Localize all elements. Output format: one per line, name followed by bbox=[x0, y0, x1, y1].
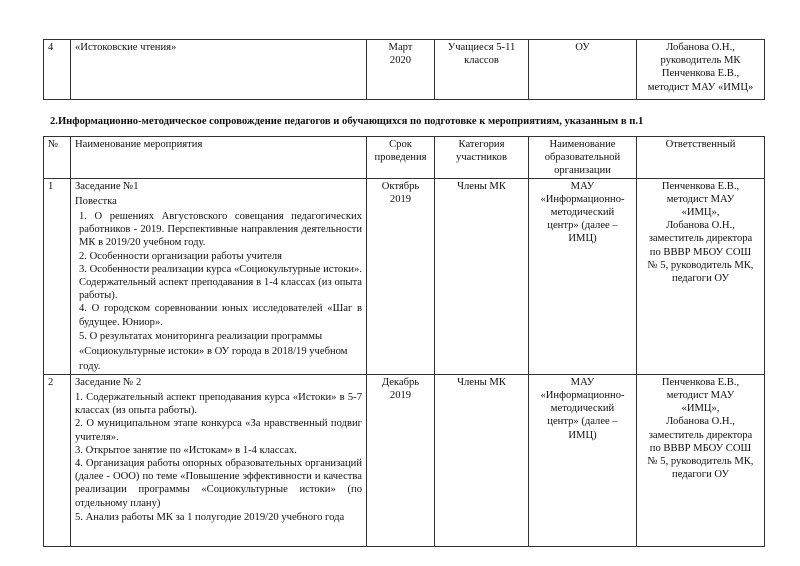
agenda-label: Повестка bbox=[75, 195, 117, 207]
responsible-line: Пенченкова Е.В., bbox=[661, 376, 740, 388]
responsible-line: методист МАУ bbox=[666, 193, 735, 205]
agenda-item: 2. О муниципальном этапе конкурса «За нравственный подвиг учителя». bbox=[75, 418, 362, 443]
meeting-responsible bbox=[637, 178, 765, 374]
event-responsible bbox=[637, 40, 765, 100]
header-num: № bbox=[44, 137, 71, 179]
responsible-line: Пенченкова Е.В., bbox=[661, 180, 740, 192]
header-date bbox=[367, 137, 435, 179]
responsible-line: заместитель директора bbox=[648, 429, 753, 441]
header-responsible: Ответственный bbox=[637, 137, 765, 179]
responsible-line: Лобанова О.Н., bbox=[666, 220, 735, 232]
date-year: 2020 bbox=[389, 55, 412, 67]
responsible-line: заместитель директора bbox=[648, 233, 753, 245]
table-header-row bbox=[44, 137, 765, 179]
date-month: Март bbox=[388, 42, 413, 53]
event-date bbox=[367, 40, 435, 100]
responsible-line: Лобанова О.Н., bbox=[666, 42, 735, 53]
meeting-title: Заседание № 2 bbox=[75, 376, 142, 388]
event-participants bbox=[435, 40, 529, 100]
agenda-item: 4. О городском соревновании юных исследователей «Шаг в будущее. Юниор». bbox=[79, 303, 362, 328]
responsible-line: педагоги ОУ bbox=[672, 273, 729, 285]
date-year: 2019 bbox=[389, 390, 412, 402]
org-line: МАУ bbox=[570, 180, 595, 192]
header-name: Наименование мероприятия bbox=[71, 137, 367, 179]
org-line: центр» (далее – bbox=[547, 416, 618, 428]
header-participants bbox=[435, 137, 529, 179]
org-line: методический bbox=[550, 403, 615, 415]
responsible-line: «ИМЦ», bbox=[681, 207, 720, 219]
agenda-item: 4. Организация работы опорных образовательных организаций (далее - ООО) по теме «Повышение эффективности и качества реализации программы «Социокультурные истоки» (по отдельному плану) bbox=[75, 458, 362, 509]
meeting-agenda bbox=[71, 178, 367, 374]
responsible-line: № 5, руководитель МК, bbox=[647, 259, 754, 271]
org-line: «Информационно- bbox=[540, 390, 625, 402]
org-line: центр» (далее – bbox=[547, 220, 618, 232]
meeting-agenda bbox=[71, 374, 367, 546]
date-month: Октябрь bbox=[381, 180, 420, 192]
row-number: 4 bbox=[44, 40, 71, 100]
meeting-organization bbox=[529, 374, 637, 546]
responsible-line: по ВВВР МБОУ СОШ bbox=[649, 442, 752, 454]
meeting-title: Заседание №1 bbox=[75, 180, 139, 192]
org-line: методический bbox=[550, 207, 615, 219]
row-number: 1 bbox=[44, 178, 71, 374]
header-line: образовательной bbox=[544, 152, 621, 164]
event-name: «Истоковские чтения» bbox=[71, 40, 367, 100]
header-line: Срок bbox=[389, 139, 412, 150]
responsible-line: методист МАУ «ИМЦ» bbox=[647, 81, 754, 93]
table-row bbox=[44, 374, 765, 546]
agenda-item: 1. Содержательный аспект преподавания курса «Истоки» в 5-7 классах (из опыта работы). bbox=[75, 392, 362, 417]
methodical-support-table bbox=[43, 136, 765, 547]
section-heading: 2.Информационно-методическое сопровождение педагогов и обучающихся по подготовке к мероприятиям, указанным в п.1 bbox=[50, 116, 644, 127]
agenda-item: 2. Особенности организации работы учителя bbox=[79, 250, 282, 262]
meeting-organization bbox=[529, 178, 637, 374]
responsible-line: Пенченкова Е.В., bbox=[661, 68, 740, 80]
events-table-continued bbox=[43, 39, 765, 100]
participants-line: классов bbox=[464, 55, 499, 67]
agenda-item: 5. Анализ работы МК за 1 полугодие 2019/20 учебного года bbox=[75, 511, 345, 523]
event-organization: ОУ bbox=[529, 40, 637, 100]
agenda-item: 1. О решениях Августовского совещания педагогических работников - 2019. Перспективные направления деятельности МК в 2019/20 учебном году. bbox=[79, 211, 362, 249]
meeting-date bbox=[367, 178, 435, 374]
responsible-line: по ВВВР МБОУ СОШ bbox=[649, 246, 752, 258]
header-line: Наименование bbox=[549, 139, 616, 150]
responsible-line: руководитель МК bbox=[660, 55, 741, 67]
meeting-date bbox=[367, 374, 435, 546]
responsible-line: «ИМЦ», bbox=[681, 403, 720, 415]
org-line: ИМЦ) bbox=[568, 233, 597, 245]
header-line: проведения bbox=[374, 152, 427, 164]
header-organization bbox=[529, 137, 637, 179]
agenda-item: 3. Особенности реализации курса «Социокультурные истоки». Содержательный аспект преподавания в 1-4 классах (из опыта работы). bbox=[79, 263, 362, 302]
responsible-line: № 5, руководитель МК, bbox=[647, 456, 754, 468]
row-number: 2 bbox=[44, 374, 71, 546]
meeting-participants: Члены МК bbox=[435, 374, 529, 546]
org-line: МАУ bbox=[570, 376, 595, 388]
table-row bbox=[44, 178, 765, 374]
header-line: Категория bbox=[458, 139, 505, 150]
agenda-item: 5. О результатах мониторинга реализации программы «Социокультурные истоки» в ОУ города в 2018/19 учебном году. bbox=[79, 330, 348, 372]
org-line: «Информационно- bbox=[540, 193, 625, 205]
responsible-line: методист МАУ bbox=[666, 390, 735, 402]
date-year: 2019 bbox=[389, 193, 412, 205]
header-line: организации bbox=[554, 165, 611, 177]
org-line: ИМЦ) bbox=[568, 429, 597, 441]
header-line: участников bbox=[456, 152, 507, 164]
table-row bbox=[44, 40, 765, 100]
meeting-responsible bbox=[637, 374, 765, 546]
date-month: Декабрь bbox=[381, 376, 420, 388]
responsible-line: Лобанова О.Н., bbox=[666, 416, 735, 428]
participants-line: Учащиеся 5-11 bbox=[447, 42, 516, 53]
meeting-participants: Члены МК bbox=[435, 178, 529, 374]
responsible-line: педагоги ОУ bbox=[672, 469, 729, 481]
agenda-item: 3. Открытое занятие по «Истокам» в 1-4 классах. bbox=[75, 444, 297, 456]
